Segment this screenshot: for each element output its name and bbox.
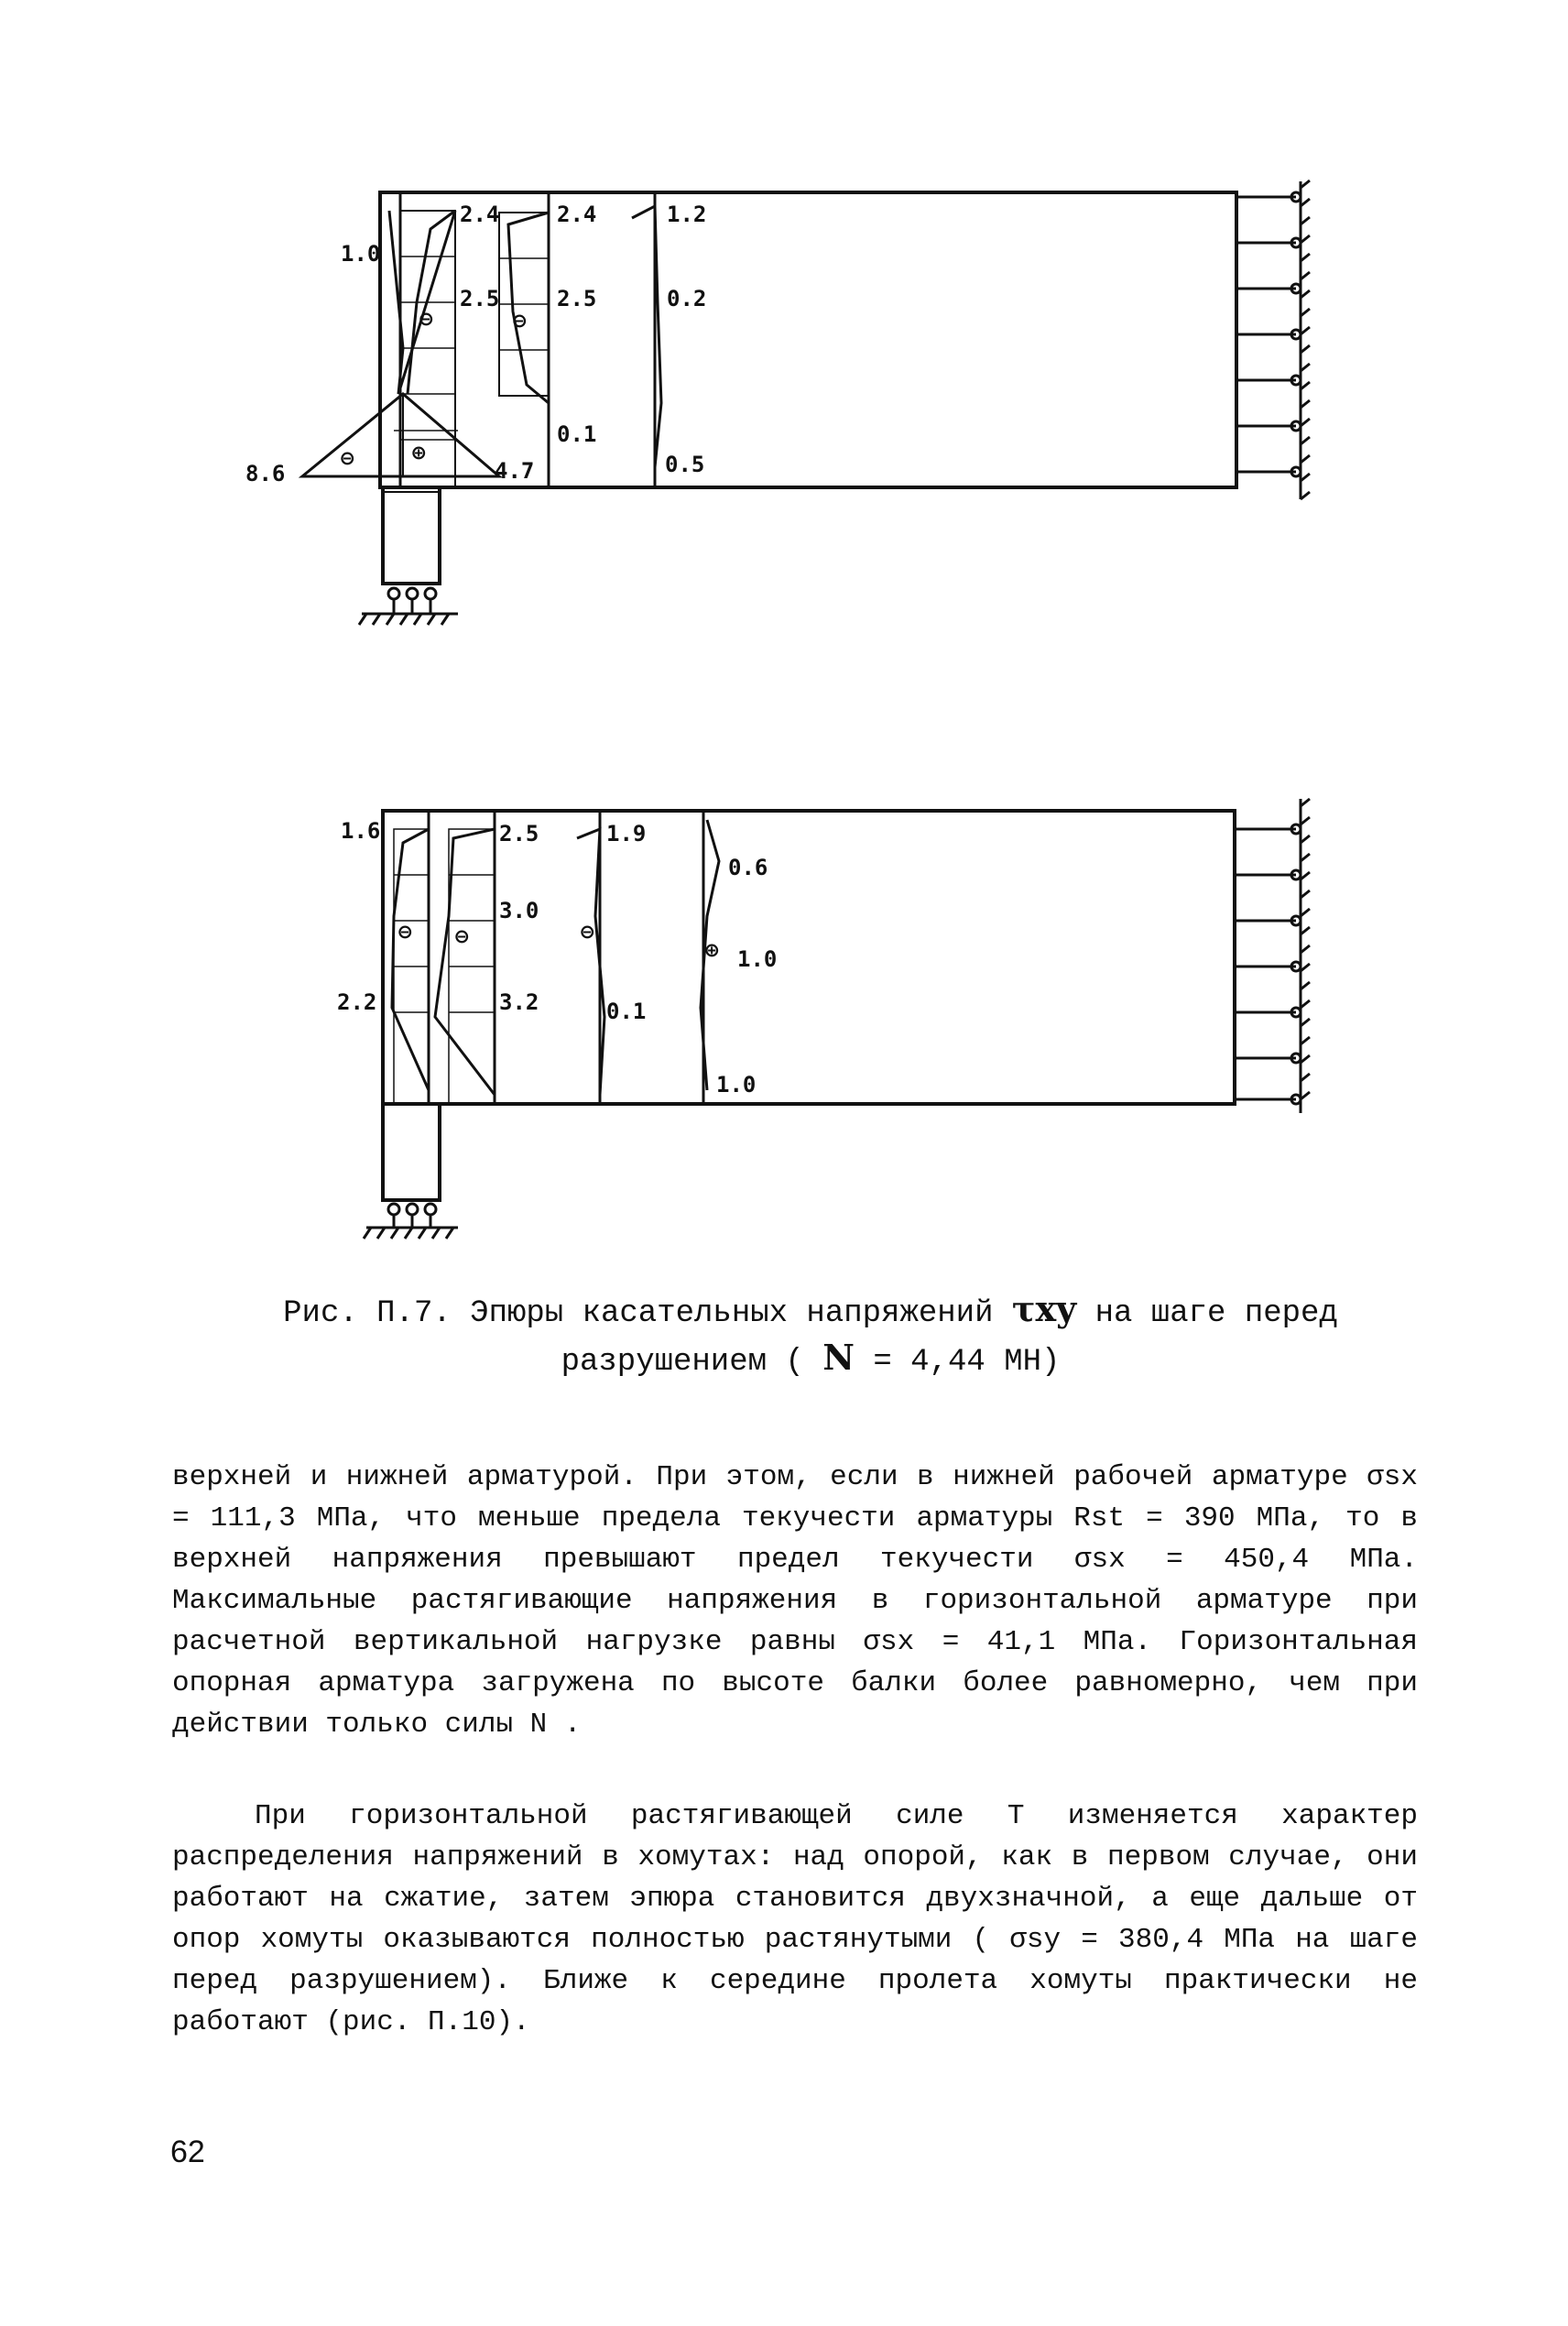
bottom-label-8: 3.2 xyxy=(499,989,539,1015)
bottom-diagram xyxy=(364,799,1310,1239)
bottom-label-9: 0.1 xyxy=(606,999,647,1024)
bottom-sign-3: ⊖ xyxy=(581,919,594,945)
tau-symbol: τxy xyxy=(1011,1288,1077,1329)
bottom-sign-4: ⊕ xyxy=(705,937,719,963)
paragraph-1: верхней и нижней арматурой. При этом, если в нижней рабочей арматуре σsx = 111,3 МПа, что меньше предела текучести арматуры Rst = 390 МПа, то в верхней напряжения превышают предел текучести σsx = 450,4 МПа. Максимальные растягивающие напряжения в горизонтальной арматуре при расчетной вертикальной нагрузке равны σsx = 41,1 МПа. Горизонтальная опорная арматура загружена по высоте балки более равномерно, чем при действии только силы N . xyxy=(172,1461,1418,1741)
top-label-4: 2.4 xyxy=(557,202,597,227)
bottom-sign-1: ⊖ xyxy=(398,919,412,945)
caption-line1-start: Рис. П.7. Эпюры касательных напряжений xyxy=(283,1296,994,1331)
top-diagram xyxy=(302,180,1310,625)
bottom-label-2: 2.5 xyxy=(499,821,539,846)
top-label-1: 1.0 xyxy=(341,241,381,267)
n-symbol: N xyxy=(822,1337,855,1378)
bottom-label-7: 2.2 xyxy=(337,989,377,1015)
top-label-6: 1.2 xyxy=(667,202,707,227)
top-diagram-labels xyxy=(245,202,706,486)
top-label-5: 2.5 xyxy=(557,286,597,311)
caption-line2-end: = 4,44 МН) xyxy=(873,1345,1061,1380)
bottom-label-6: 1.0 xyxy=(737,946,778,972)
top-sign-3: ⊖ xyxy=(341,445,354,471)
bottom-sign-2: ⊖ xyxy=(455,923,469,949)
figure-caption xyxy=(206,1287,1415,1384)
top-label-8: 0.1 xyxy=(557,421,597,447)
bottom-label-5: 3.0 xyxy=(499,898,539,923)
top-sign-1: ⊖ xyxy=(419,306,433,332)
top-label-7: 0.2 xyxy=(667,286,707,311)
top-label-9: 0.5 xyxy=(665,452,705,477)
page-number: 62 xyxy=(170,2135,205,2169)
caption-line1-end: на шаге перед xyxy=(1094,1296,1338,1331)
bottom-label-3: 1.9 xyxy=(606,821,647,846)
top-label-11: 4.7 xyxy=(495,458,535,484)
paragraph-2: При горизонтальной растягивающей силе Т изменяется характер распределения напряжений в хомутах: над опорой, как в первом случае, они работают на сжатие, затем эпюра становится двухзначной, а еще дальше от опор хомуты оказываются полностью растянутыми ( σsy = 380,4 МПа на шаге перед разрушением). Ближе к середине пролета хомуты практически не работают (рис. П.10). xyxy=(172,1800,1418,2038)
bottom-diagram-labels xyxy=(337,818,777,1097)
top-sign-4: ⊕ xyxy=(412,440,426,465)
caption-line2-start: разрушением ( xyxy=(561,1345,804,1380)
bottom-label-4: 0.6 xyxy=(728,855,768,880)
top-label-2: 2.4 xyxy=(460,202,500,227)
bottom-label-10: 1.0 xyxy=(716,1072,757,1097)
top-label-3: 2.5 xyxy=(460,286,500,311)
caption-line-2 xyxy=(206,1336,1415,1384)
top-sign-2: ⊖ xyxy=(513,308,527,333)
bottom-label-1: 1.6 xyxy=(341,818,381,844)
top-label-10: 8.6 xyxy=(245,461,286,486)
caption-line-1 xyxy=(206,1287,1415,1336)
